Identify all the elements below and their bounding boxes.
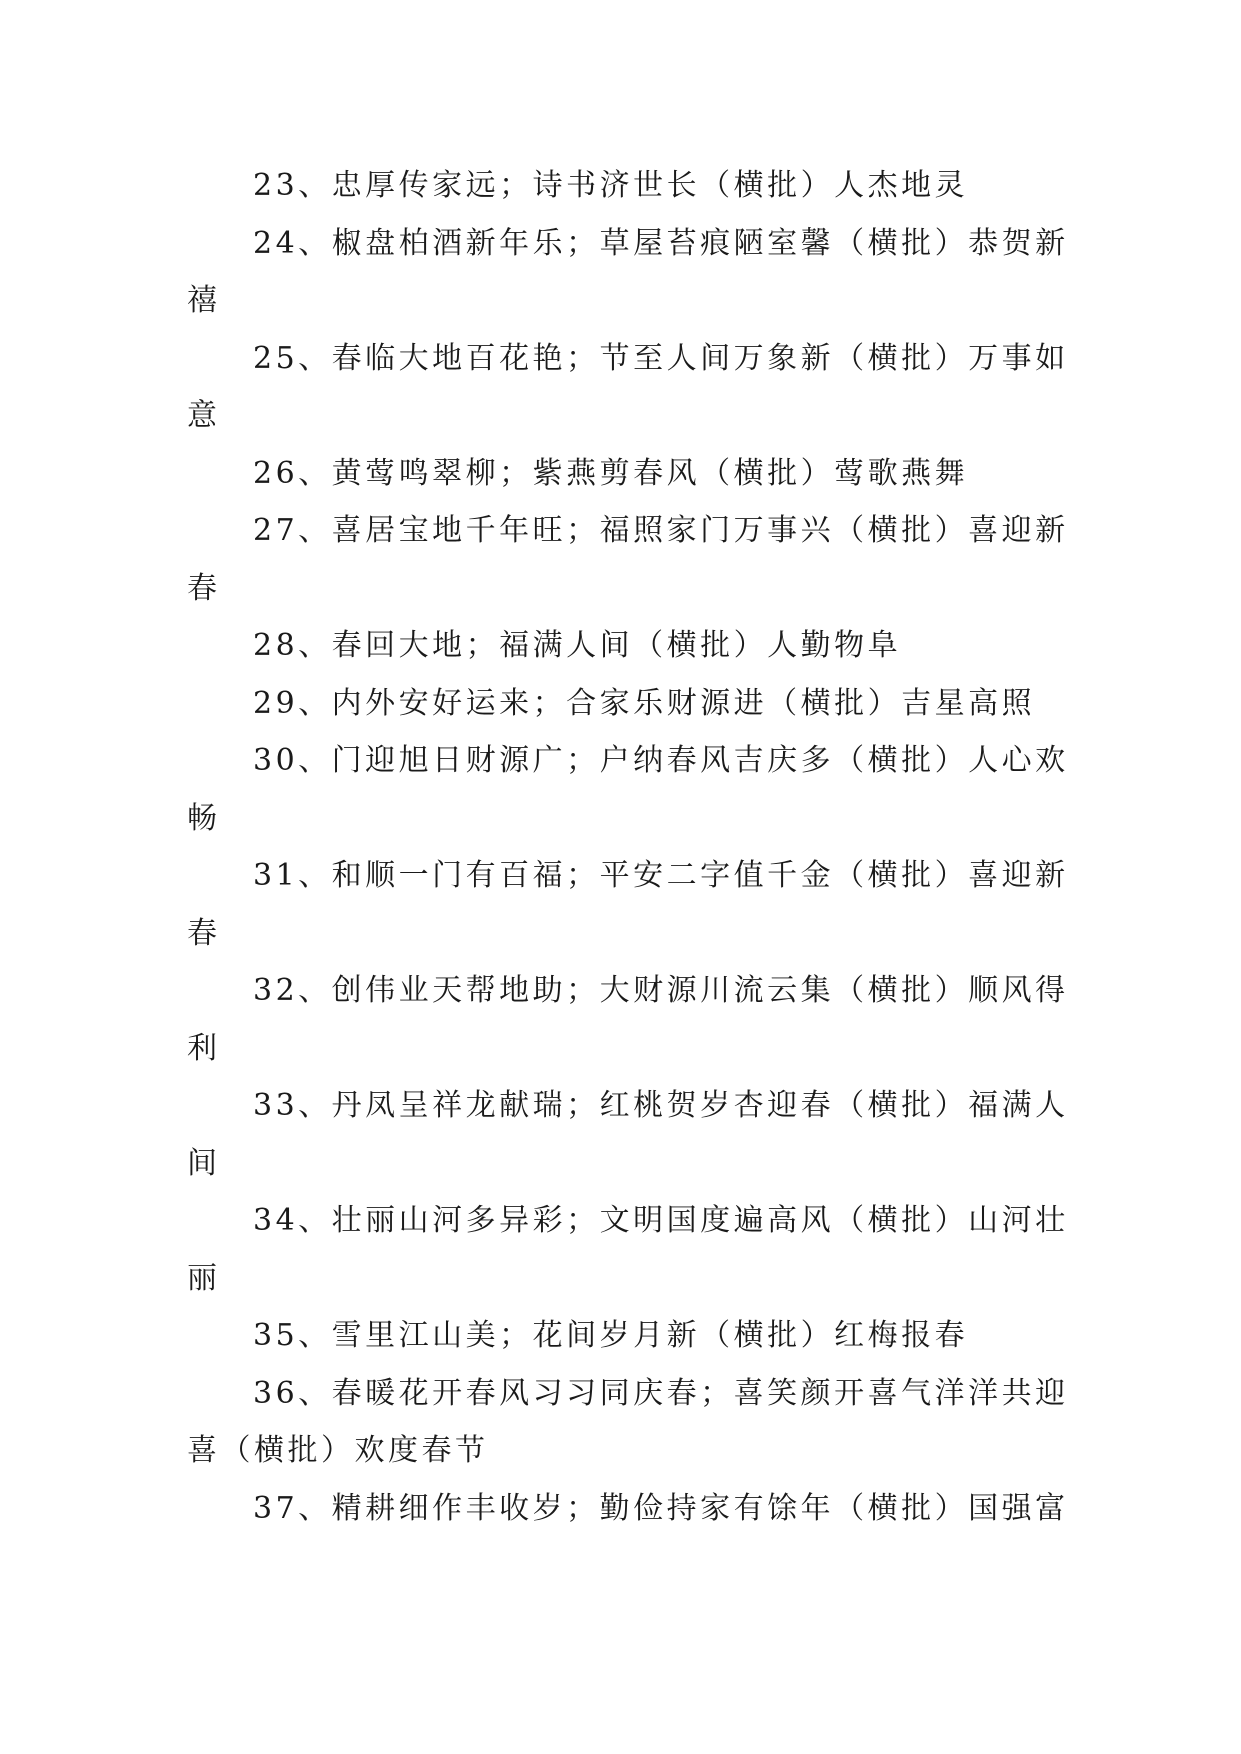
couplet-line-continuation: 间: [187, 1145, 221, 1181]
couplet-line: 24、椒盘柏酒新年乐；草屋苔痕陋室馨（横批）恭贺新: [253, 225, 1069, 261]
couplet-line-continuation: 丽: [187, 1260, 221, 1296]
couplet-line-continuation: 利: [187, 1030, 221, 1066]
couplet-line: 34、壮丽山河多异彩；文明国度遍高风（横批）山河壮: [253, 1203, 1069, 1238]
couplet-line-continuation: 意: [187, 398, 221, 433]
couplet-line: 28、春回大地；福满人间（横批）人勤物阜: [253, 628, 902, 663]
couplet-line: 29、内外安好运来；合家乐财源进（横批）吉星高照: [253, 685, 1036, 721]
couplet-line: 35、雪里江山美；花间岁月新（横批）红梅报春: [253, 1318, 969, 1353]
couplet-line-continuation: 畅: [187, 800, 221, 836]
couplet-line-continuation: 喜（横批）欢度春节: [187, 1433, 489, 1468]
couplet-line: 31、和顺一门有百福；平安二字值千金（横批）喜迎新: [253, 858, 1069, 893]
couplet-line: 23、忠厚传家远；诗书济世长（横批）人杰地灵: [253, 168, 969, 203]
couplet-line-continuation: 禧: [187, 283, 221, 318]
couplet-line: 30、门迎旭日财源广；户纳春风吉庆多（横批）人心欢: [253, 743, 1069, 778]
couplet-line-continuation: 春: [187, 915, 221, 951]
couplet-line: 37、精耕细作丰收岁；勤俭持家有馀年（横批）国强富: [253, 1490, 1069, 1526]
couplet-line: 26、黄莺鸣翠柳；紫燕剪春风（横批）莺歌燕舞: [253, 455, 969, 491]
couplet-line: 32、创伟业天帮地助；大财源川流云集（横批）顺风得: [253, 973, 1069, 1008]
document-body: [187, 157, 1069, 1537]
couplet-line-continuation: 春: [187, 570, 221, 606]
couplet-line: 27、喜居宝地千年旺；福照家门万事兴（横批）喜迎新: [253, 513, 1069, 548]
couplet-line: 33、丹凤呈祥龙献瑞；红桃贺岁杏迎春（横批）福满人: [253, 1088, 1069, 1123]
couplet-line: 25、春临大地百花艳；节至人间万象新（横批）万事如: [253, 340, 1069, 376]
couplet-line: 36、春暖花开春风习习同庆春；喜笑颜开喜气洋洋共迎: [253, 1375, 1069, 1411]
